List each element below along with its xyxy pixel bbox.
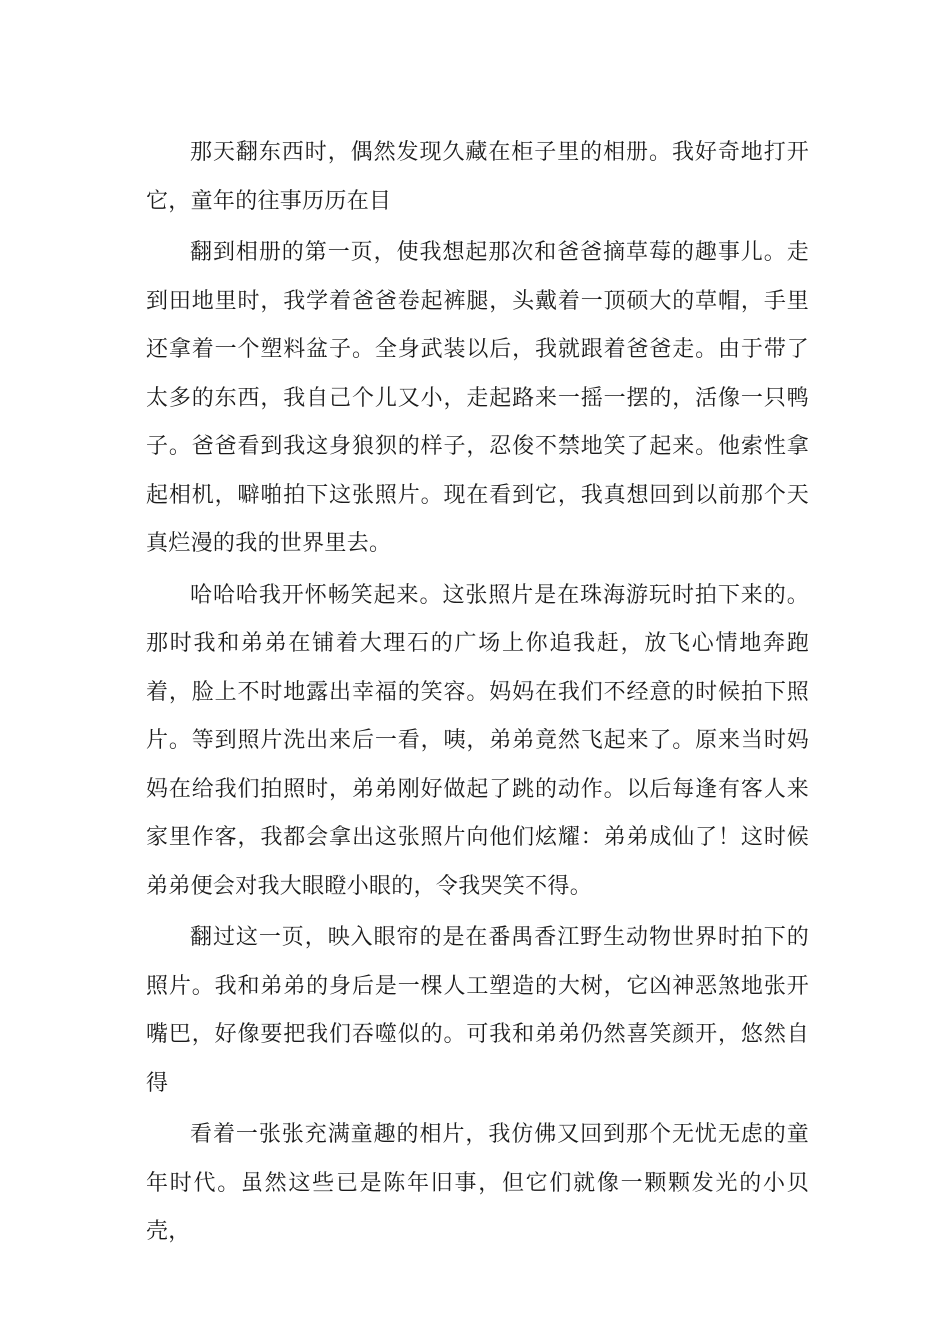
paragraph-2: 翻到相册的第一页，使我想起那次和爸爸摘草莓的趣事儿。走到田地里时，我学着爸爸卷起裤腿，头戴着一顶硕大的草帽，手里还拿着一个塑料盆子。全身武装以后，我就跟着爸爸走。由于带了太多的东西，我自己个儿又小，走起路来一摇一摆的，活像一只鸭子。爸爸看到我这身狼狈的样子，忍俊不禁地笑了起来。他索性拿起相机，噼啪拍下这张照片。现在看到它，我真想回到以前那个天真烂漫的我的世界里去。 bbox=[146, 240, 809, 556]
document-body bbox=[146, 129, 809, 1260]
paragraph-1: 那天翻东西时，偶然发现久藏在柜子里的相册。我好奇地打开它，童年的往事历历在目 bbox=[146, 140, 809, 214]
paragraph-3: 哈哈哈我开怀畅笑起来。这张照片是在珠海游玩时拍下来的。那时我和弟弟在铺着大理石的广场上你追我赶，放飞心情地奔跑着，脸上不时地露出幸福的笑容。妈妈在我们不经意的时候拍下照片。等到照片洗出来后一看，咦，弟弟竟然飞起来了。原来当时妈妈在给我们拍照时，弟弟刚好做起了跳的动作。以后每逢有客人来家里作客，我都会拿出这张照片向他们炫耀：弟弟成仙了！这时候弟弟便会对我大眼瞪小眼的，令我哭笑不得。 bbox=[146, 582, 809, 899]
paragraph-5: 看着一张张充满童趣的相片，我仿佛又回到那个无忧无虑的童年时代。虽然这些已是陈年旧事，但它们就像一颗颗发光的小贝壳， bbox=[146, 1122, 809, 1244]
paragraph-4: 翻过这一页，映入眼帘的是在番禺香江野生动物世界时拍下的照片。我和弟弟的身后是一棵人工塑造的大树，它凶神恶煞地张开嘴巴，好像要把我们吞噬似的。可我和弟弟仍然喜笑颜开，悠然自得 bbox=[146, 925, 809, 1096]
